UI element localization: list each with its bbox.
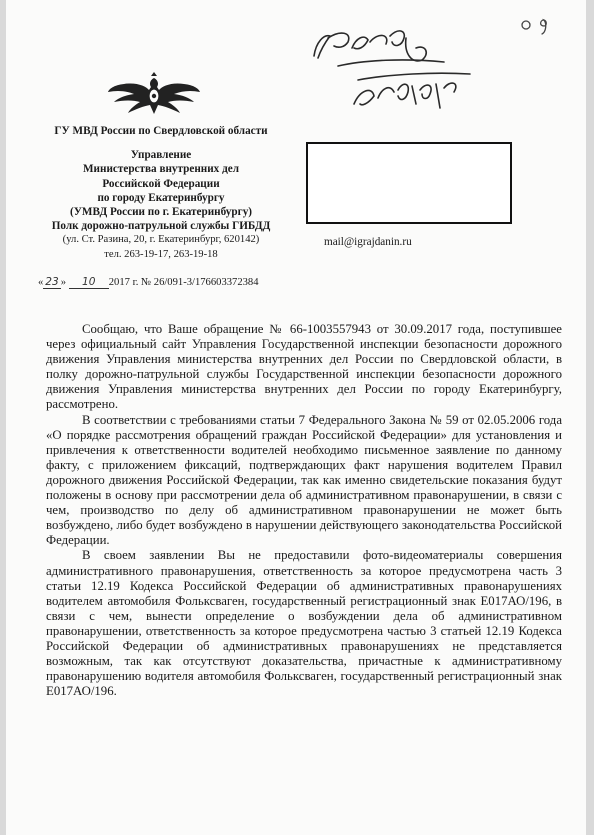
dept-line: Министерства внутренних дел: [83, 163, 239, 176]
dept-line: по городу Екатеринбургу: [97, 191, 225, 204]
dept-line: (УМВД России по г. Екатеринбургу): [69, 206, 253, 219]
body-paragraph: В своем заявлении Вы не предоставили фото-видеоматериалы совершения административного правонарушения, ответственность за которое предусмотрена часть 3 статьи 12.19 Кодекса Российской Федерации об административных правонарушениях водителем автомобиля Фольксваген, государственный регистрационный знак Е017АО/196, в связи с чем, вынести определение о возбуждении дела об административном правонарушении, ответственность за которое предусмотрена частью 3 статьей 12.19 Кодекса Российской Федерации об административных правонарушениях не представляется возможным, так как отсутствуют доказательства, причастные к административному правонарушению водителя автомобиля Фольксваген, государственный регистрационный знак Е017АО/196.: [46, 548, 562, 699]
dept-line: Управление: [130, 149, 192, 162]
sender-phone: тел. 263-19-17, 263-19-18: [104, 248, 218, 260]
redacted-recipient-box: [306, 142, 512, 224]
sender-address: (ул. Ст. Разина, 20, г. Екатеринбург, 620142): [62, 234, 260, 246]
recipient-email: mail@igrajdanin.ru: [324, 236, 412, 248]
dept-line: Российской Федерации: [102, 177, 220, 190]
outgoing-number: [38, 276, 259, 289]
handwritten-page-mark-icon: [516, 12, 556, 36]
body-paragraph: В соответствии с требованиями статьи 7 Федерального Закона № 59 от 02.05.2006 года «О порядке рассмотрения обращений граждан Российской Федерации» для установления и привлечения к ответственности водителей необходимо письменное заявление по данному факту, с приложением фиксаций, подтверждающих факт нарушения водителем Правил дорожного движения Российской Федерации, так как именно свидетельские показания будут положены в основу при рассмотрении дела об административном правонарушении, в связи с чем, производство по делу об административном правонарушении не может быть возбуждено, либо будет возбуждено в нарушении действующего законодательства Российской Федерации.: [46, 412, 562, 548]
close-quote: »: [60, 277, 67, 288]
letter-page: [6, 0, 586, 835]
handwritten-signature-icon: [294, 8, 504, 112]
open-quote: «: [38, 277, 44, 288]
sender-block: [36, 124, 286, 262]
eagle-emblem-icon: [106, 72, 202, 116]
handwritten-month: 10: [69, 276, 109, 289]
organization-name: ГУ МВД России по Свердловской области: [54, 125, 268, 137]
handwritten-day: 23: [45, 276, 59, 288]
letter-body: [46, 322, 562, 699]
outgoing-rest: 2017 г. № 26/091-3/176603372384: [108, 277, 259, 288]
body-paragraph: Сообщаю, что Ваше обращение № 66-1003557943 от 30.09.2017 года, поступившее через официальный сайт Управления Государственной инспекции безопасности дорожного движения Управления министерства внутренних дел России по Свердловской области, в полку дорожно-патрульной службы Государственной инспекции безопасности дорожного движения Управления министерства внутренних дел России по городу Екатеринбургу, рассмотрено.: [46, 322, 562, 412]
dept-line: Полк дорожно-патрульной службы ГИБДД: [51, 220, 271, 233]
